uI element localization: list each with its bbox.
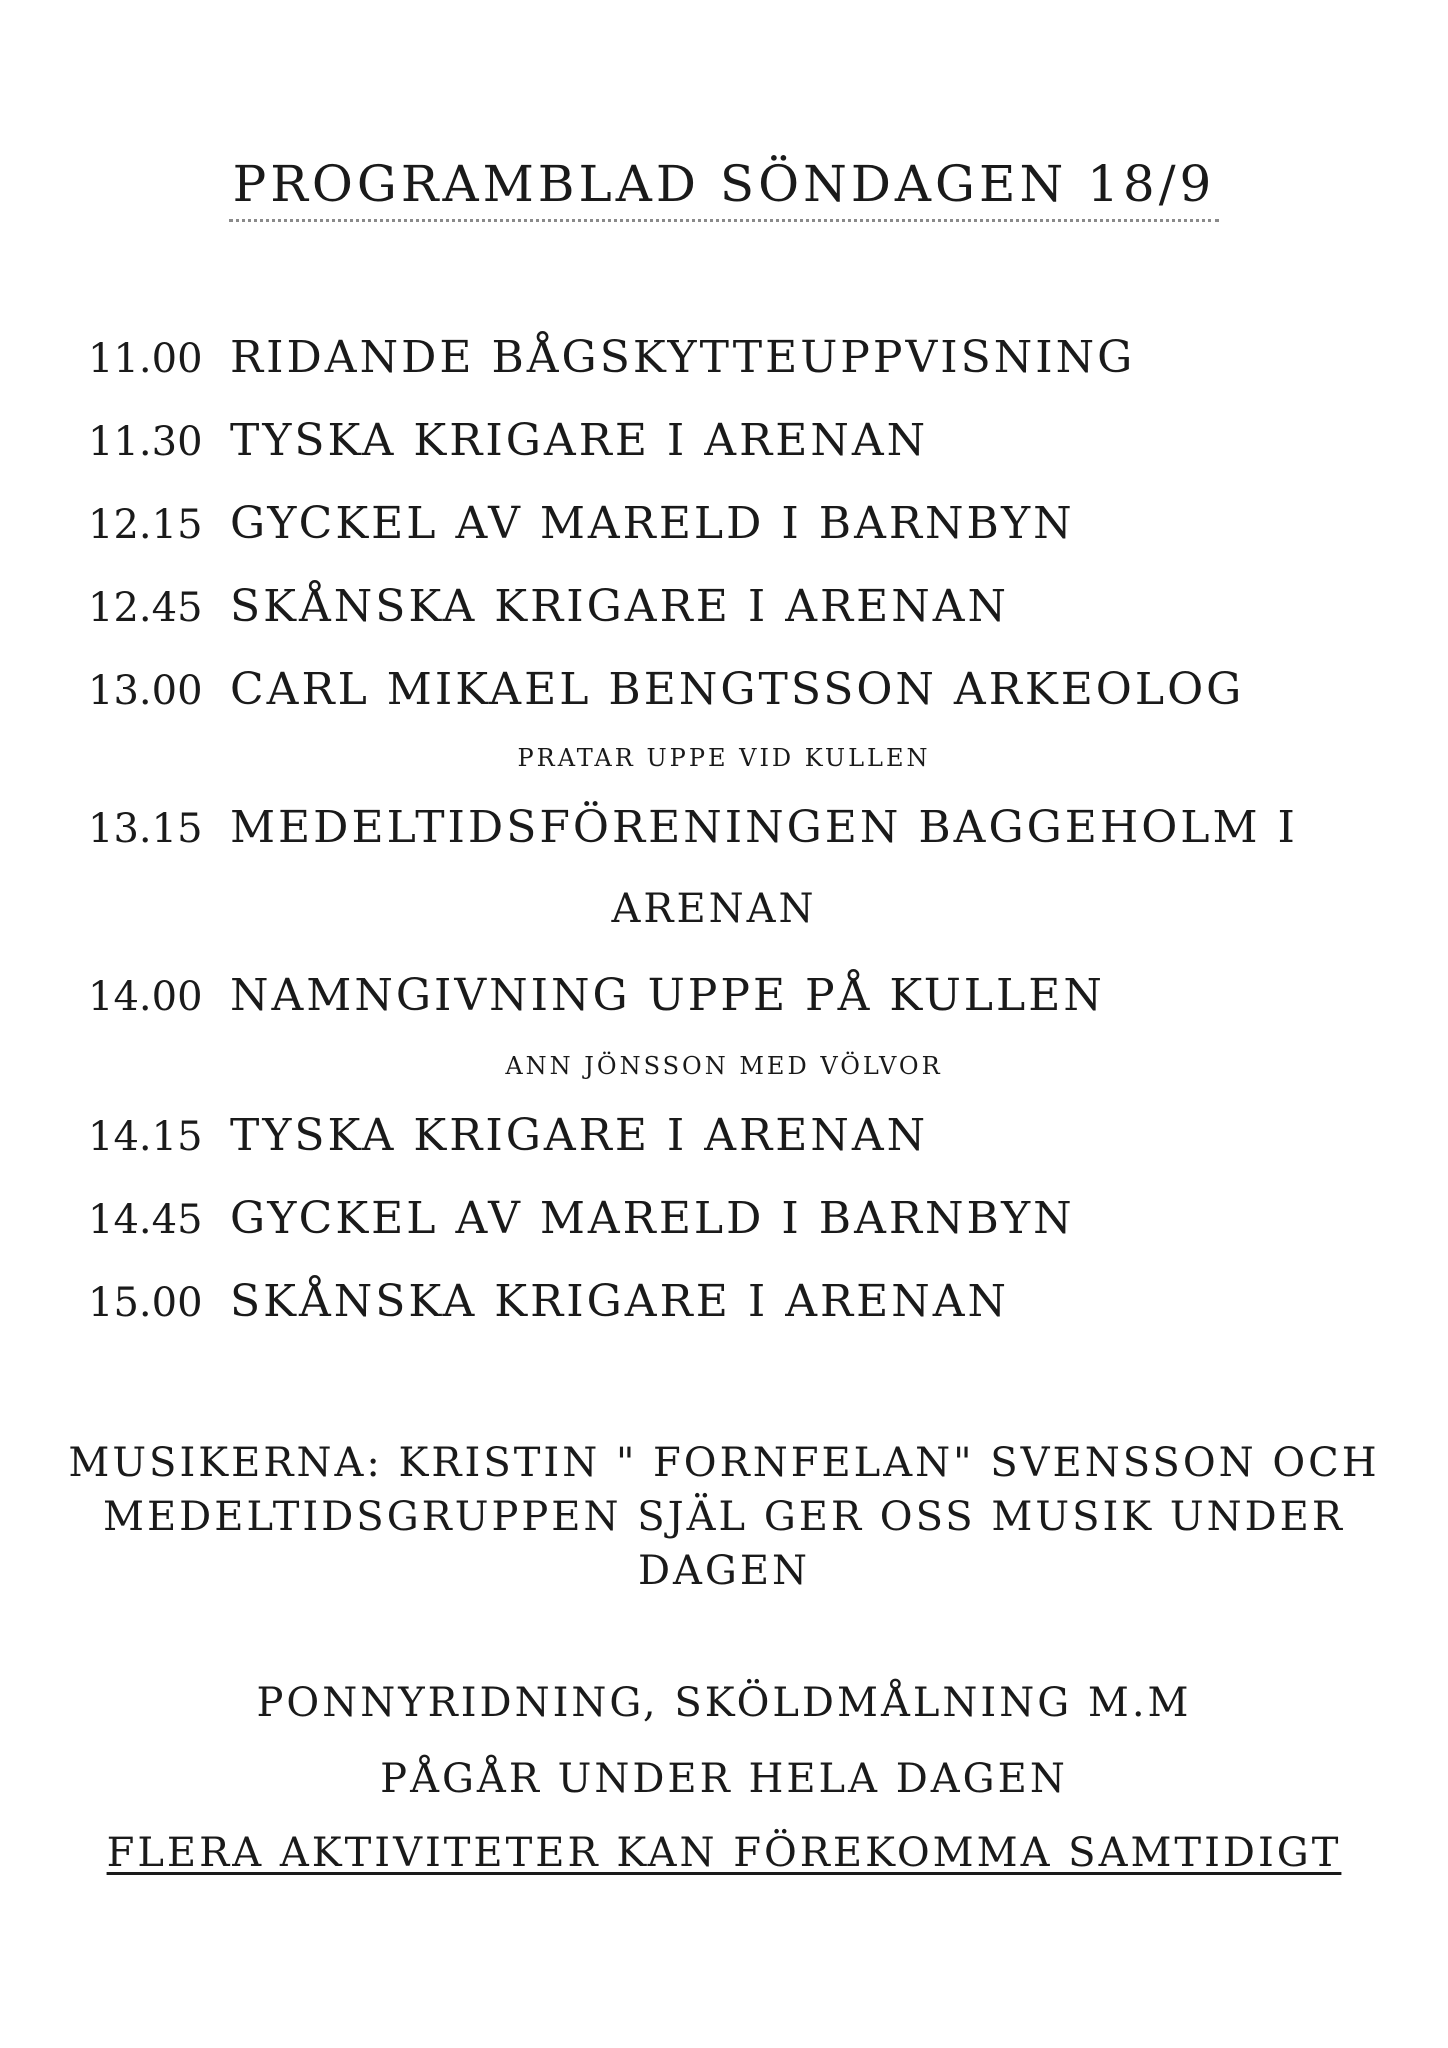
schedule-time: 15.00 xyxy=(88,1280,203,1326)
schedule-activity: SKÅNSKA KRIGARE I ARENAN xyxy=(230,581,1009,632)
schedule-activity: GYCKEL AV MARELD I BARNBYN xyxy=(230,498,1075,549)
schedule-activity: SKÅNSKA KRIGARE I ARENAN xyxy=(230,1276,1009,1327)
schedule-activity: RIDANDE BÅGSKYTTEUPPVISNING xyxy=(230,332,1136,383)
music-line: DAGEN xyxy=(637,1548,811,1594)
schedule-row xyxy=(88,664,1244,715)
schedule-note: PRATAR UPPE VID KULLEN xyxy=(517,744,931,772)
schedule-row xyxy=(88,1193,1075,1244)
schedule-time: 13.00 xyxy=(88,668,203,714)
schedule-time: 14.15 xyxy=(88,1114,203,1160)
schedule-row xyxy=(88,970,1105,1021)
schedule-activity: TYSKA KRIGARE I ARENAN xyxy=(230,415,929,466)
page-title-text: PROGRAMBLAD SÖNDAGEN 18/9 xyxy=(229,155,1220,222)
activities-line: PONNYRIDNING, SKÖLDMÅLNING M.M xyxy=(256,1680,1192,1726)
schedule-continuation: ARENAN xyxy=(611,886,817,932)
schedule-activity: CARL MIKAEL BENGTSSON ARKEOLOG xyxy=(230,664,1245,715)
schedule-row xyxy=(88,498,1075,549)
schedule-row xyxy=(88,581,1009,632)
schedule-time: 12.45 xyxy=(88,585,203,631)
schedule-row xyxy=(88,1110,928,1161)
schedule-time: 13.15 xyxy=(88,806,203,852)
notice-text: FLERA AKTIVITETER KAN FÖREKOMMA SAMTIDIGT xyxy=(106,1830,1342,1876)
schedule-time: 14.00 xyxy=(88,974,203,1020)
schedule-note: ANN JÖNSSON MED VÖLVOR xyxy=(505,1052,943,1080)
schedule-activity: NAMNGIVNING UPPE PÅ KULLEN xyxy=(230,970,1105,1021)
music-line: MUSIKERNA: KRISTIN " FORNFELAN" SVENSSON OCH xyxy=(68,1440,1380,1486)
ongoing-line: PÅGÅR UNDER HELA DAGEN xyxy=(380,1756,1068,1802)
page-title xyxy=(0,155,1448,213)
schedule-activity: MEDELTIDSFÖRENINGEN BAGGEHOLM I xyxy=(230,802,1298,853)
schedule-time: 11.00 xyxy=(88,336,203,382)
schedule-row xyxy=(88,415,928,466)
schedule-time: 11.30 xyxy=(88,419,203,465)
music-line: MEDELTIDSGRUPPEN SJÄL GER OSS MUSIK UNDER xyxy=(103,1494,1345,1540)
schedule-row xyxy=(88,1276,1009,1327)
schedule-row xyxy=(88,332,1135,383)
notice-line xyxy=(0,1830,1448,1876)
schedule-activity: GYCKEL AV MARELD I BARNBYN xyxy=(230,1193,1075,1244)
schedule-time: 14.45 xyxy=(88,1197,203,1243)
schedule-time: 12.15 xyxy=(88,502,203,548)
schedule-row xyxy=(88,802,1298,853)
schedule-activity: TYSKA KRIGARE I ARENAN xyxy=(230,1110,929,1161)
